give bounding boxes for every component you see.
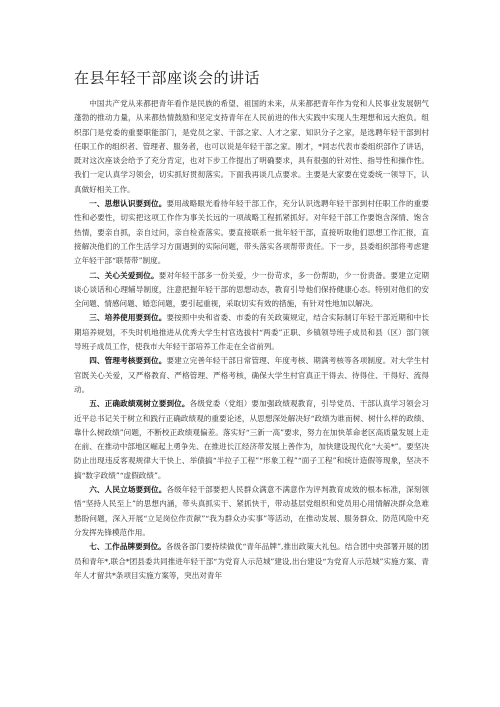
section-paragraph-7 (74, 540, 429, 583)
section-paragraph-1 (74, 197, 429, 268)
document-body (74, 97, 429, 583)
section-heading-6: 六、人民立场要到位。 (89, 485, 167, 495)
section-text-5: 各级党委（党组）要加强政绩观教育，引导党员、干部认真学习领会习近平总书记关于树立和践行正确政绩观的重要论述，从思想深处解决好“政绩为谁而树、树什么样的政绩、靠什么树政绩”问题，不断校正政绩观偏差。落实好“三新一高”要求，努力在加快革命老区高质量发展上走在前、在推动中部地区崛起上勇争先、在推进长江经济带发展上善作为，加快建设现代化“大美*”。要坚决防止出现违反客观规律大干快上、举债搞“半拉子工程”“形象工程”“面子工程”和统计造假等现象，坚决不搞“数字政绩”“虚假政绩”。 (74, 399, 429, 480)
section-paragraph-2 (74, 269, 429, 312)
section-heading-7: 七、工作品牌要到位。 (89, 542, 166, 552)
section-heading-5: 五、正确政绩观树立要到位。 (89, 399, 190, 409)
section-text-7: 各级各部门要持续做优“青年品牌”,推出政策大礼包。结合团中央部署开展的团员和青年*,联合*团县委共同推进年轻干部“为党育人示范城”建设,出台建设“为党育人示范城”实施方案、青年人才留共*条项目实施方案等，突出对青年 (74, 542, 429, 580)
section-heading-1: 一、思想认识要到位。 (89, 199, 167, 209)
section-paragraph-3 (74, 311, 429, 354)
section-paragraph-4 (74, 354, 429, 397)
section-paragraph-5 (74, 397, 429, 483)
section-heading-3: 三、培养使用要到位。 (89, 313, 167, 323)
document-title: 在县年轻干部座谈会的讲话 (74, 69, 261, 87)
intro-paragraph: 中国共产党从来都把青年看作是民族的希望、祖国的未来，从来都把青年作为党和人民事业发展朝气蓬勃的推动力量，从来都热情鼓励和坚定支持青年在人民前进的伟大实践中实现人生理想和远大抱负。组织部门是党委的重要职能部门，是党员之家、干部之家、人才之家、知识分子之家，是选聘年轻干部到村任职工作的组织者、管理者、服务者，也可以说是年轻干部之家。刚才，*同志代表市委组织部作了讲话，既对这次座谈会给予了充分肯定，也对下步工作提出了明确要求，具有很强的针对性、指导性和操作性。我们一定认真学习领会，切实抓好贯彻落实。下面我再谈几点要求。主要是大家要在党委统一领导下，认真做好相关工作。 (74, 99, 429, 194)
section-paragraph-6 (74, 483, 429, 540)
section-heading-2: 二、关心关爱到位。 (89, 270, 159, 280)
section-text-3: 要按照中央和省委、市委的有关政策规定，结合实际制订年轻干部近期和中长期培养规划，不失时机地推进从优秀大学生村官选拔村“两委”正职、乡镇领导班子成员和县（区）部门领导班子成员工作，使我市大年轻干部培养工作走在全省前列。 (74, 313, 430, 352)
section-heading-4: 四、管理考核要到位。 (89, 356, 167, 366)
section-text-1: 要用战略眼光看待年轻干部工作，充分认识选聘年轻干部到村任职工作的重要性和必要性，切实把这项工作作为事关长远的一项战略工程抓紧抓好。对年轻干部工作要饱含深情、饱含热情，要亲自抓，亲自过问，亲自检查落实。要直接联系一批年轻干部，直接听取他们思想工作汇报，直接解决他们的工作生活学习方面遇到的实际问题，带头落实各项帮带责任。下一步，县委组织部将考虑建立年轻干部“联帮带”制度。 (74, 199, 430, 266)
section-text-4: 要建立完善年轻干部日常管理、年度考核、期满考核等各项制度。对大学生村官既关心关爱，又严格教育、严格管理、严格考核，确保大学生村官真正干得去、待得住、干得好、流得动。 (74, 356, 430, 394)
section-text-6: 各级年轻干部要把人民群众满意不满意作为评判教育成效的根本标准，深刻领悟“坚持人民至上”的思想内涵，带头真抓实干、紧抓快干，带动基层党组织和党员用心用情解决群众急难愁盼问题，深入开展“立足岗位作贡献”“我为群众办实事”等活动，在推动发展、服务群众、防范风险中充分发挥先锋模范作用。 (74, 485, 430, 537)
section-text-2: 要对年轻干部多一份关爱，少一份苛求，多一份帮助，少一份责备。要建立定期谈心谈话和心理辅导制度，注意把握年轻干部的思想动态，教育引导他们保持健康心态。特别对他们的安全问题、情感问题、婚恋问题，要引起重视，采取切实有效的措施，有针对性地加以解决。 (74, 270, 430, 309)
